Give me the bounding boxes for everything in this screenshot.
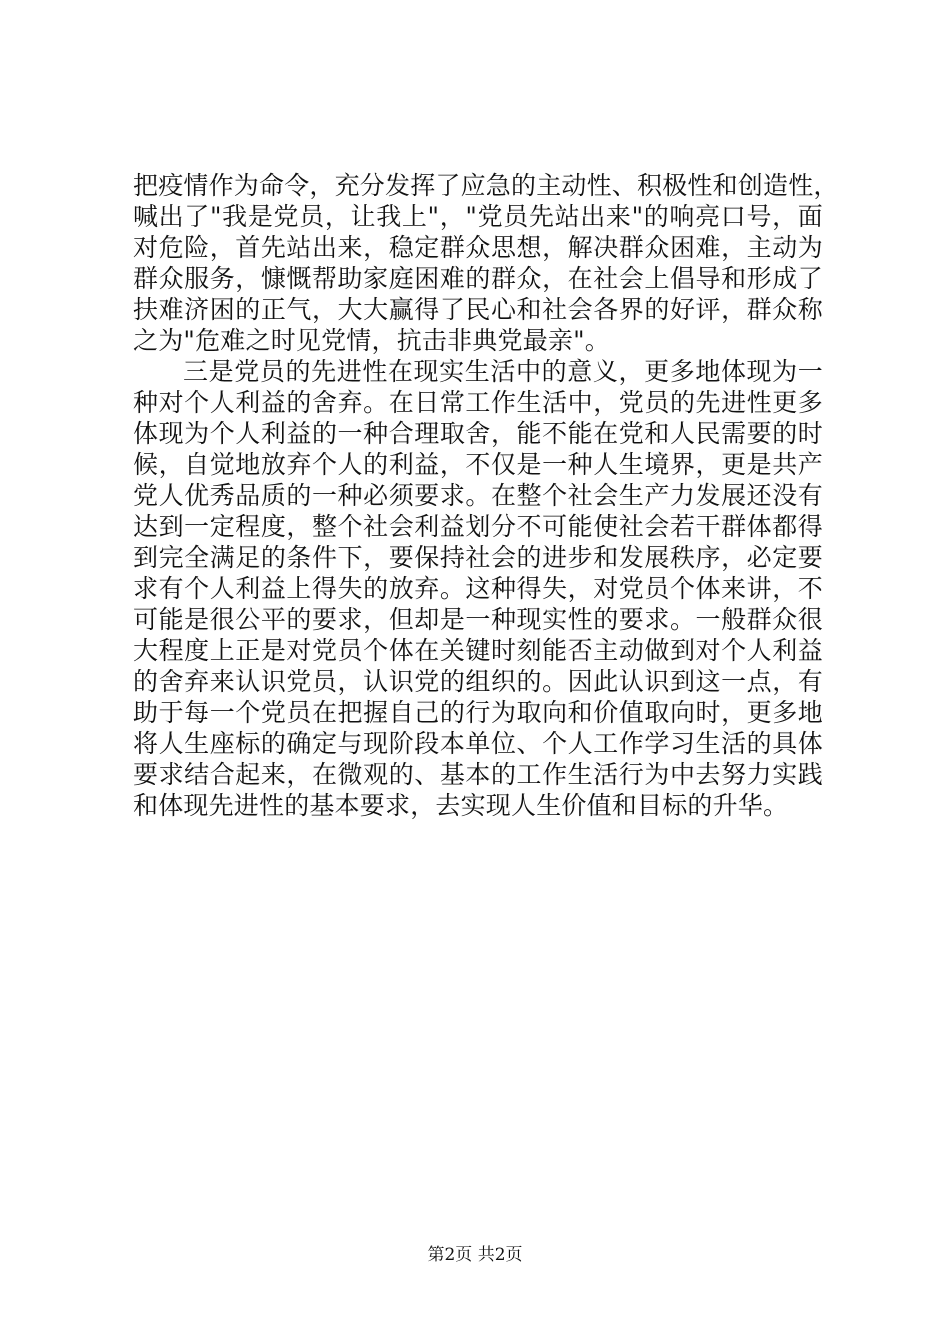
- text-line: 群众服务，慷慨帮助家庭困难的群众，在社会上倡导和形成了: [133, 264, 823, 293]
- text-line: 达到一定程度，整个社会利益划分不可能使社会若干群体都得: [133, 512, 823, 541]
- text-line: 要求结合起来，在微观的、基本的工作生活行为中去努力实践: [133, 760, 823, 789]
- text-line: 大程度上正是对党员个体在关键时刻能否主动做到对个人利益: [133, 636, 823, 665]
- text-line: 对危险，首先站出来，稳定群众思想，解决群众困难，主动为: [133, 233, 823, 262]
- paragraph-1: [133, 170, 839, 356]
- text-line: 的舍弃来认识党员，认识党的组织的。因此认识到这一点，有: [133, 667, 823, 696]
- page-footer: 第2页 共2页: [427, 1245, 523, 1265]
- text-line: 求有个人利益上得失的放弃。这种得失，对党员个体来讲，不: [133, 574, 823, 603]
- text-line: 将人生座标的确定与现阶段本单位、个人工作学习生活的具体: [133, 729, 823, 758]
- text-line: 喊出了"我是党员，让我上"，"党员先站出来"的响亮口号，面: [133, 202, 823, 231]
- document-body: [133, 170, 839, 821]
- text-line: 助于每一个党员在把握自己的行为取向和价值取向时，更多地: [133, 698, 823, 727]
- text-line: 三是党员的先进性在现实生活中的意义，更多地体现为一: [183, 357, 823, 386]
- paragraph-2: [133, 356, 823, 821]
- text-line: 党人优秀品质的一种必须要求。在整个社会生产力发展还没有: [133, 481, 823, 510]
- text-line: 体现为个人利益的一种合理取舍，能不能在党和人民需要的时: [133, 419, 823, 448]
- text-line: 把疫情作为命令，充分发挥了应急的主动性、积极性和创造性，: [133, 171, 839, 200]
- text-line: 可能是很公平的要求，但却是一种现实性的要求。一般群众很: [133, 605, 823, 634]
- text-line: 候，自觉地放弃个人的利益，不仅是一种人生境界，更是共产: [133, 450, 823, 479]
- text-line: 到完全满足的条件下，要保持社会的进步和发展秩序，必定要: [133, 543, 823, 572]
- text-line: 和体现先进性的基本要求，去实现人生价值和目标的升华。: [133, 791, 789, 820]
- text-line: 种对个人利益的舍弃。在日常工作生活中，党员的先进性更多: [133, 388, 823, 417]
- text-line: 之为"危难之时见党情，抗击非典党最亲"。: [133, 326, 610, 355]
- text-line: 扶难济困的正气，大大赢得了民心和社会各界的好评，群众称: [133, 295, 823, 324]
